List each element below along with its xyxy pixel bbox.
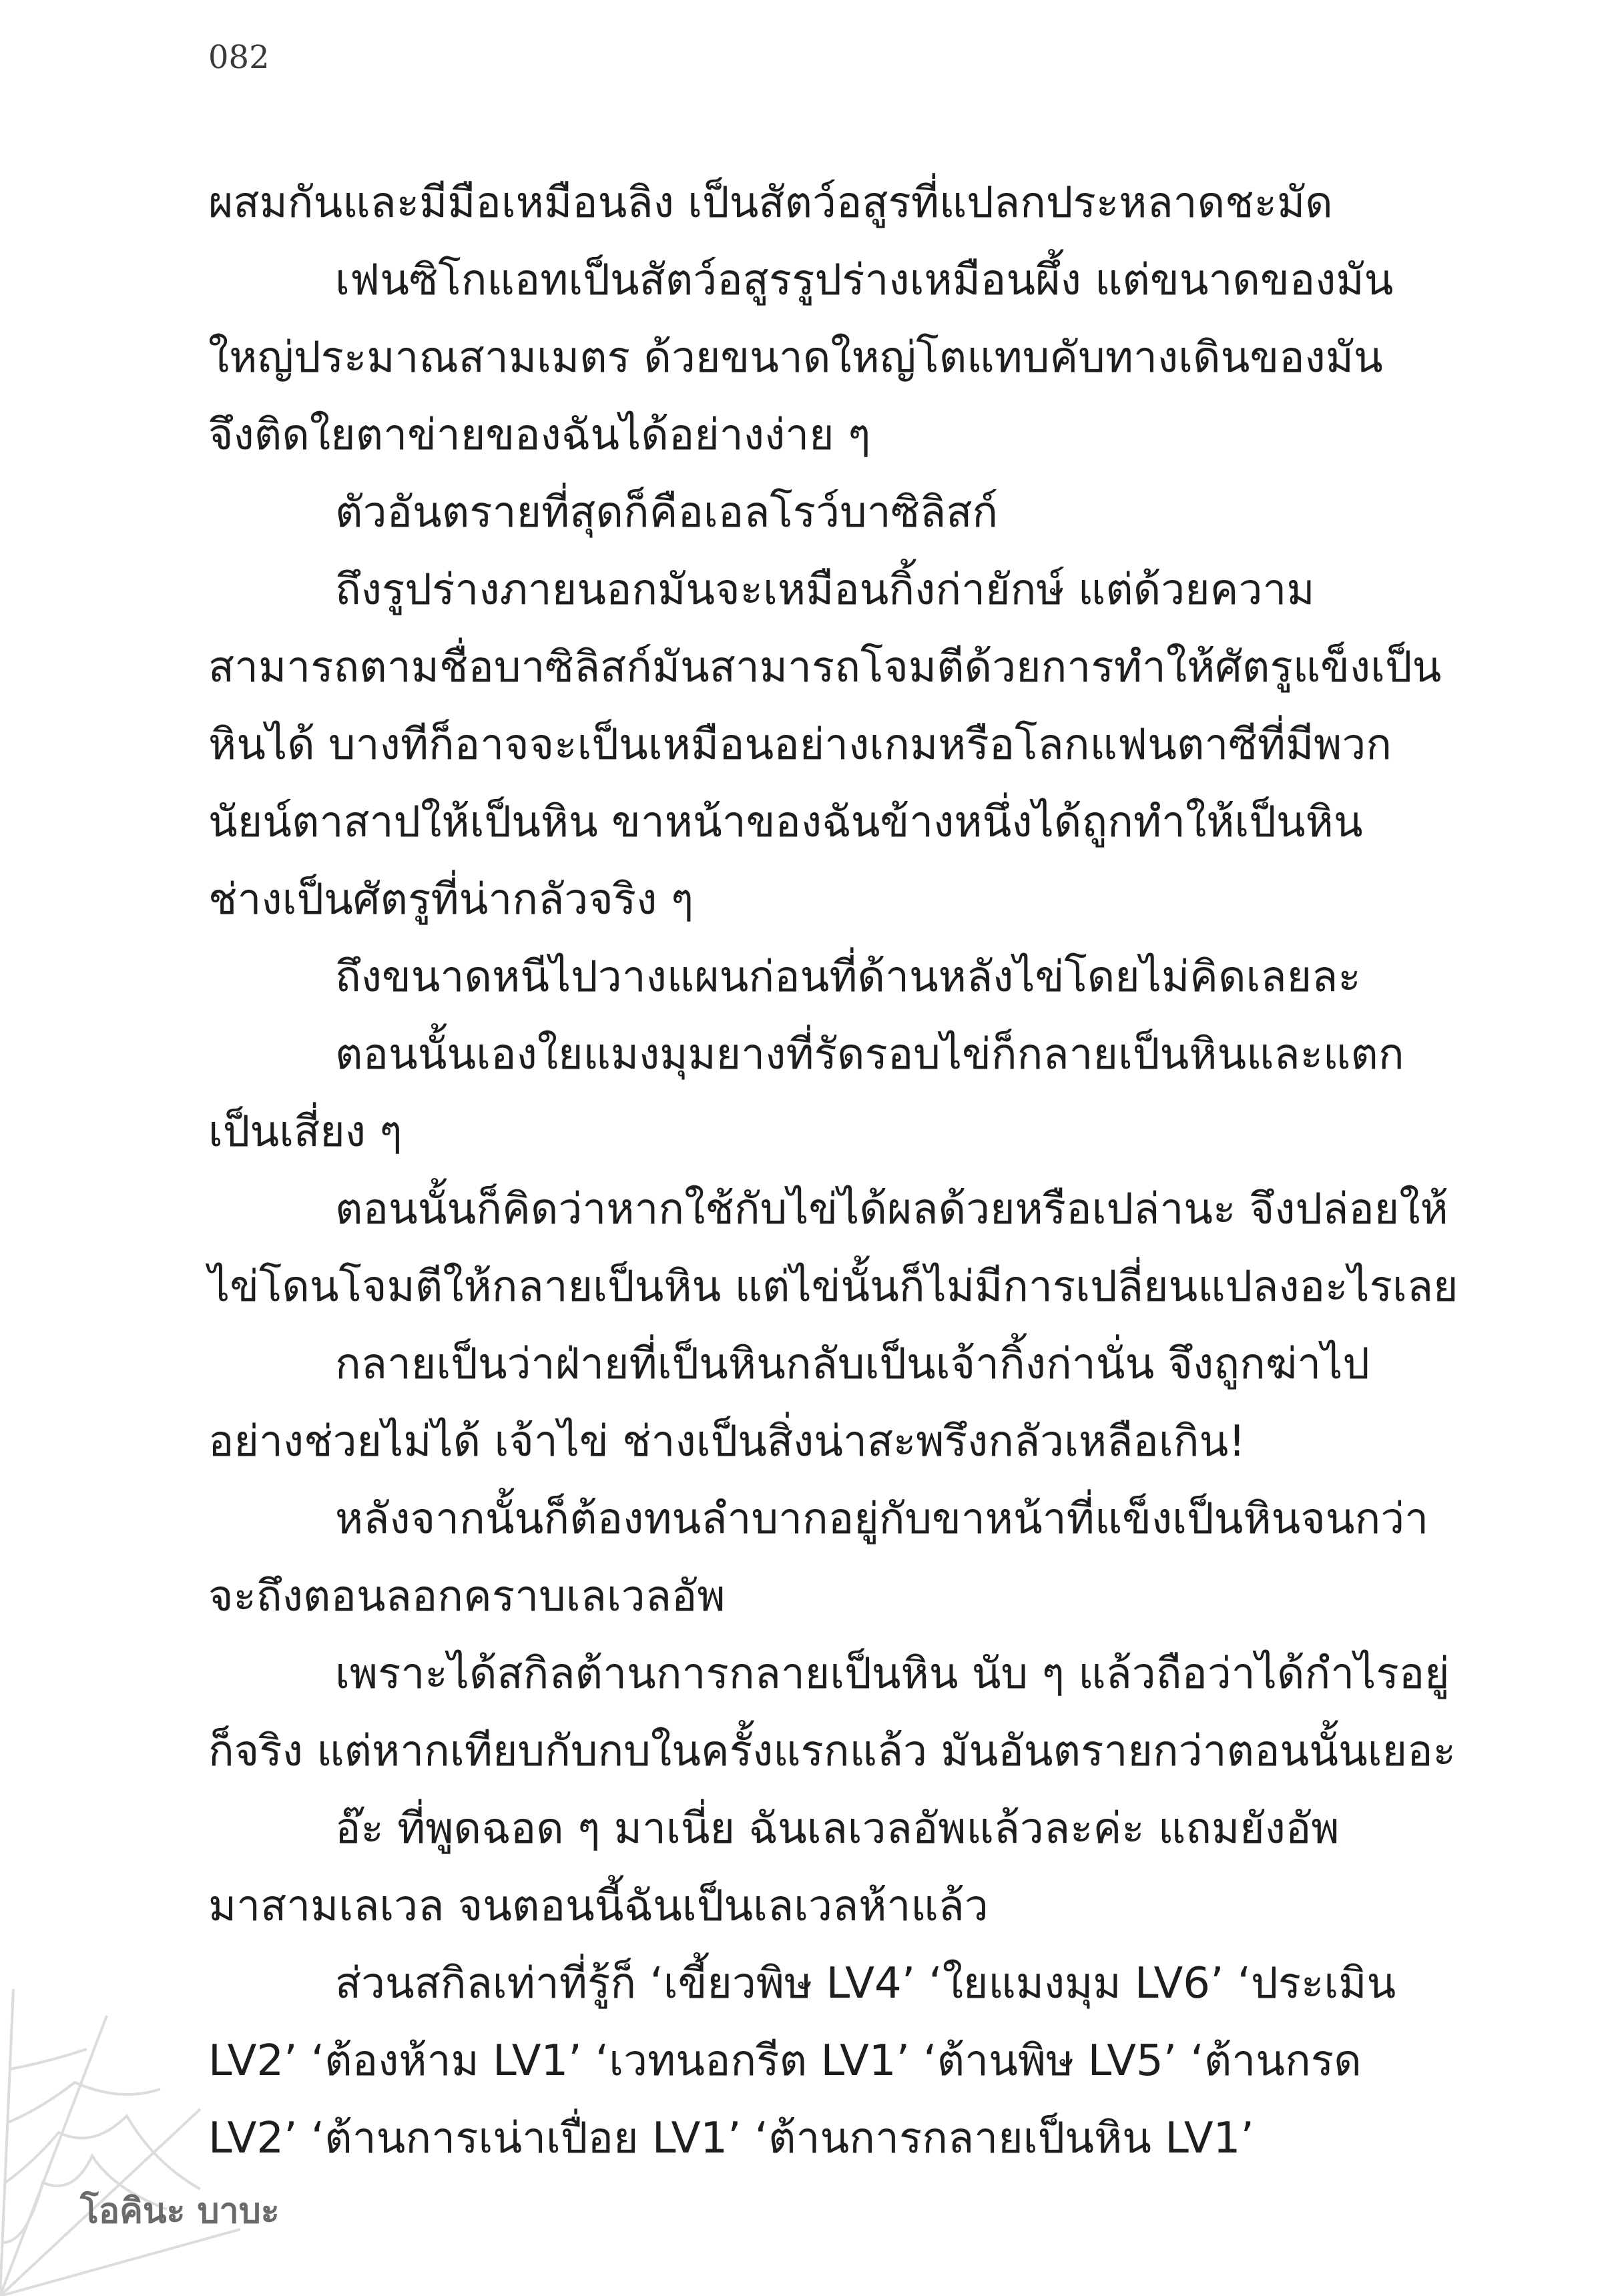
text-line: ก็จริง แต่หากเทียบกับกบในครั้งแรกแล้ว มันอันตรายกว่าตอนนั้นเยอะ xyxy=(208,1727,1456,1776)
text-line: นัยน์ตาสาปให้เป็นหิน ขาหน้าของฉันข้างหนึ่งได้ถูกทำให้เป็นหิน xyxy=(208,798,1363,847)
text-line: ถึงขนาดหนีไปวางแผนก่อนที่ด้านหลังไข่โดยไม่คิดเลยละ xyxy=(335,952,1361,1002)
text-line: จึงติดใยตาข่ายของฉันได้อย่างง่าย ๆ xyxy=(208,410,871,460)
text-line: ผสมกันและมีมือเหมือนลิง เป็นสัตว์อสูรที่แปลกประหลาดชะมัด xyxy=(208,178,1333,228)
text-line: เฟนซิโกแอทเป็นสัตว์อสูรรูปร่างเหมือนผึ้ง แต่ขนาดของมัน xyxy=(335,256,1394,305)
text-line: LV2’ ‘ต้านการเน่าเปื่อย LV1’ ‘ต้านการกลายเป็นหิน LV1’ xyxy=(208,2114,1254,2163)
body-text xyxy=(208,164,1458,2177)
text-line: จะถึงตอนลอกคราบเลเวลอัพ xyxy=(208,1572,726,1621)
text-line: เพราะได้สกิลต้านการกลายเป็นหิน นับ ๆ แล้วถือว่าได้กำไรอยู่ xyxy=(335,1649,1450,1699)
text-line: ใหญ่ประมาณสามเมตร ด้วยขนาดใหญ่โตแทบคับทางเดินของมัน xyxy=(208,333,1383,382)
text-line: หลังจากนั้นก็ต้องทนลำบากอยู่กับขาหน้าที่แข็งเป็นหินจนกว่า xyxy=(335,1494,1429,1544)
text-line: อย่างช่วยไม่ได้ เจ้าไข่ ช่างเป็นสิ่งน่าสะพรึงกลัวเหลือเกิน! xyxy=(208,1417,1246,1466)
text-line: กลายเป็นว่าฝ่ายที่เป็นหินกลับเป็นเจ้ากิ้งก่านั่น จึงถูกฆ่าไป xyxy=(335,1340,1370,1389)
text-line: ไข่โดนโจมตีให้กลายเป็นหิน แต่ไข่นั้นก็ไม่มีการเปลี่ยนแปลงอะไรเลย xyxy=(208,1262,1458,1312)
text-line: ตอนนั้นเองใยแมงมุมยางที่รัดรอบไข่ก็กลายเป็นหินและแตก xyxy=(335,1030,1404,1079)
author-name: โอคินะ บาบะ xyxy=(80,2191,280,2231)
text-line: ตัวอันตรายที่สุดก็คือเอลโรว์บาซิลิสก์ xyxy=(335,488,999,537)
page-number: 082 xyxy=(208,39,270,76)
text-line: ช่างเป็นศัตรูที่น่ากลัวจริง ๆ xyxy=(208,875,694,924)
text-line: หินได้ บางทีก็อาจจะเป็นเหมือนอย่างเกมหรือโลกแฟนตาซีที่มีพวก xyxy=(208,720,1392,770)
text-line: LV2’ ‘ต้องห้าม LV1’ ‘เวทนอกรีต LV1’ ‘ต้านพิษ LV5’ ‘ต้านกรด xyxy=(208,2036,1362,2086)
text-line: ตอนนั้นก็คิดว่าหากใช้กับไข่ได้ผลด้วยหรือเปล่านะ จึงปล่อยให้ xyxy=(335,1185,1448,1234)
spider-web-icon xyxy=(0,1989,240,2296)
text-line: อ๊ะ ที่พูดฉอด ๆ มาเนี่ย ฉันเลเวลอัพแล้วละค่ะ แถมยังอัพ xyxy=(335,1804,1340,1853)
text-line: ส่วนสกิลเท่าที่รู้ก็ ‘เขี้ยวพิษ LV4’ ‘ใยแมงมุม LV6’ ‘ประเมิน xyxy=(335,1959,1396,2008)
text-line: สามารถตามชื่อบาซิลิสก์มันสามารถโจมตีด้วยการทำให้ศัตรูแข็งเป็น xyxy=(208,643,1442,692)
text-line: ถึงรูปร่างภายนอกมันจะเหมือนกิ้งก่ายักษ์ แต่ด้วยความ xyxy=(335,565,1315,615)
text-line: เป็นเสี่ยง ๆ xyxy=(208,1107,402,1157)
text-line: มาสามเลเวล จนตอนนี้ฉันเป็นเลเวลห้าแล้ว xyxy=(208,1882,989,1931)
